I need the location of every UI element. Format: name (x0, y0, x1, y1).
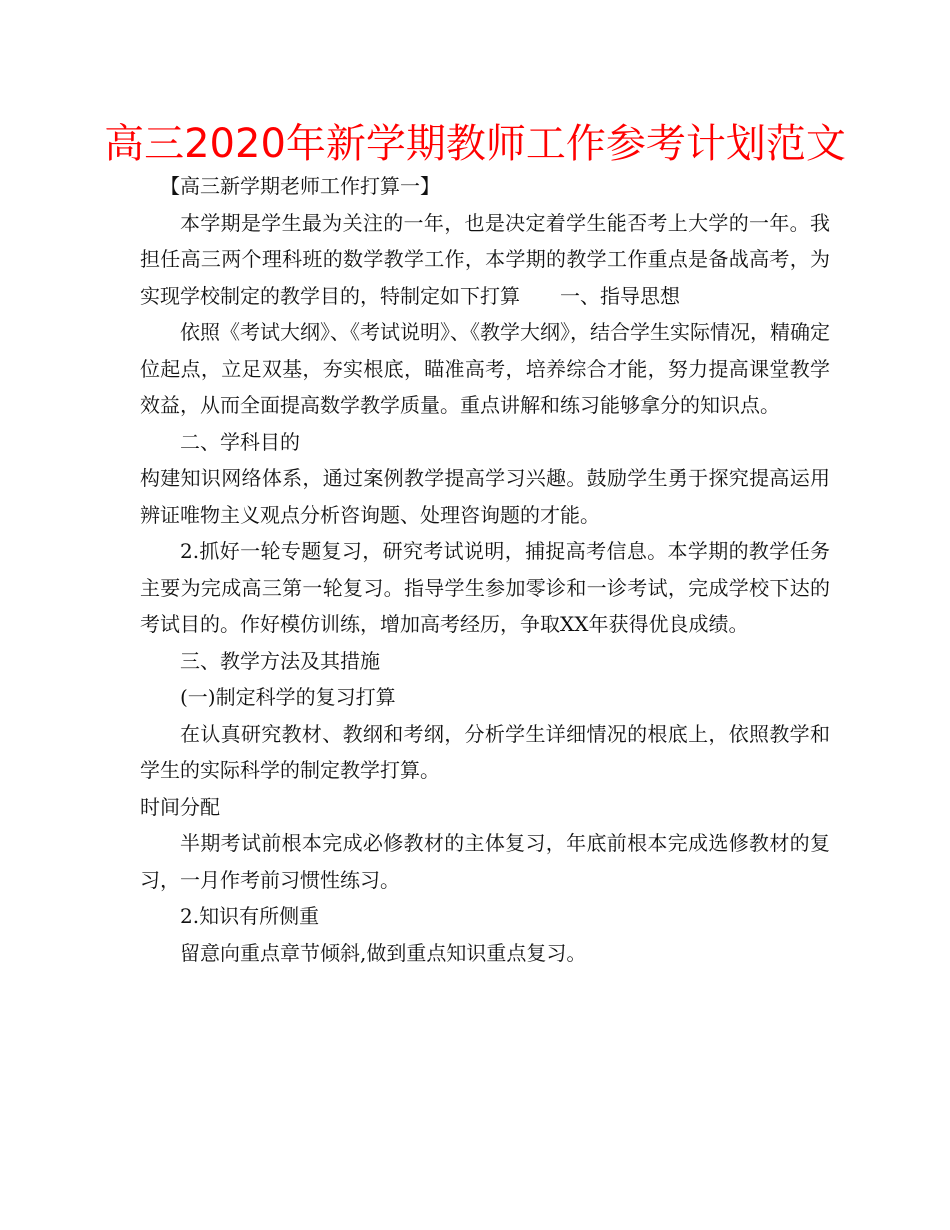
paragraph-guiding-thought: 依照《考试大纲》、《考试说明》、《教学大纲》，结合学生实际情况，精确定位起点，立足双基，夯实根底，瞄准高考，培养综合才能，努力提高课堂教学效益，从而全面提高数学教学质量。重点讲解和练习能够拿分的知识点。 (140, 320, 830, 417)
paragraph-time-allocation: 半期考试前根本完成必修教材的主体复习，年底前根本完成选修教材的复习，一月作考前习惯性练习。 (140, 831, 830, 892)
heading-subject-goal: 二、学科目的 (180, 429, 300, 454)
paragraph-review: 2.抓好一轮专题复习，研究考试说明，捕捉高考信息。本学期的教学任务主要为完成高三第一轮复习。指导学生参加零诊和一诊考试，完成学校下达的考试目的。作好模仿训练，增加高考经历，争取XX年获得优良成绩。 (140, 539, 830, 636)
document-body (140, 168, 830, 971)
heading-plan: (一)制定科学的复习打算 (180, 685, 396, 709)
heading-knowledge-focus: 2.知识有所侧重 (180, 904, 320, 928)
paragraph-knowledge-network: 构建知识网络体系，通过案例教学提高学习兴趣。鼓励学生勇于探究提高运用辨证唯物主义观点分析咨询题、处理咨询题的才能。 (140, 466, 830, 527)
paragraph-knowledge-focus: 留意向重点章节倾斜,做到重点知识重点复习。 (180, 940, 587, 965)
heading-time-allocation: 时间分配 (140, 794, 220, 819)
heading-methods: 三、教学方法及其措施 (180, 648, 380, 673)
paragraph-intro: 本学期是学生最为关注的一年，也是决定着学生能否考上大学的一年。我担任高三两个理科班的数学教学工作，本学期的教学工作重点是备战高考，为实现学校制定的教学目的，特制定如下打算 一、指导思想 (140, 210, 830, 308)
paragraph-plan: 在认真研究教材、教纲和考纲，分析学生详细情况的根底上，依照教学和学生的实际科学的制定教学打算。 (140, 721, 830, 782)
document-title: 高三2020年新学期教师工作参考计划范文 (104, 121, 846, 167)
section-subtitle: 【高三新学期老师工作打算一】 (160, 174, 440, 198)
